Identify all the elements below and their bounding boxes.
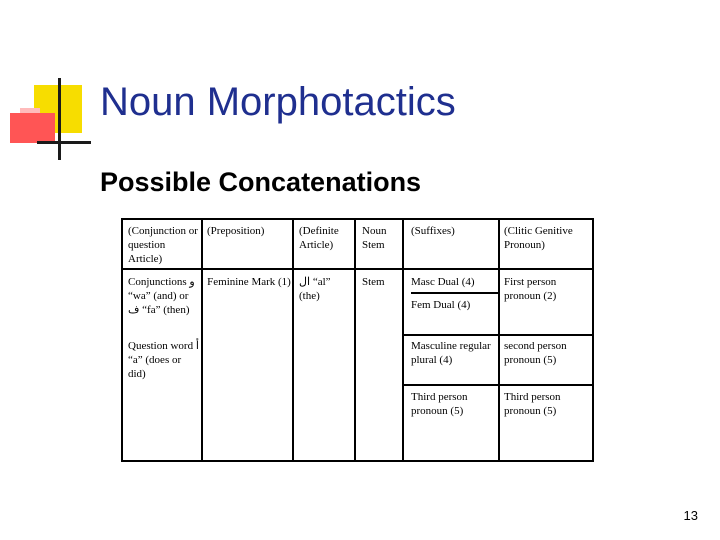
cell-definite-al: ال “al” (the) <box>299 276 331 302</box>
decorative-horizontal-line <box>37 141 91 144</box>
header-noun-stem: Noun Stem <box>362 225 387 251</box>
column-divider <box>292 220 294 460</box>
slide-title: Noun Morphotactics <box>100 80 456 124</box>
column-divider <box>498 220 500 460</box>
row-divider <box>411 292 498 294</box>
header-clitic-pronoun: (Clitic Genitive Pronoun) <box>504 225 573 251</box>
column-divider <box>201 220 203 460</box>
cell-question-word: Question word أ “a” (does or did) <box>128 340 199 380</box>
cell-feminine-mark: Feminine Mark (1) <box>207 276 291 288</box>
header-suffixes: (Suffixes) <box>411 225 455 237</box>
concatenation-table <box>121 218 594 462</box>
decorative-vertical-line <box>58 78 61 160</box>
cell-first-person: First person pronoun (2) <box>504 276 557 302</box>
slide-subtitle: Possible Concatenations <box>100 167 422 197</box>
row-divider <box>404 384 592 386</box>
cell-stem: Stem <box>362 276 385 288</box>
header-preposition: (Preposition) <box>207 225 265 237</box>
cell-fem-dual: Fem Dual (4) <box>411 299 471 311</box>
cell-conjunctions: Conjunctions و “wa” (and) or ف “fa” (then) <box>128 276 195 316</box>
slide-number: 13 <box>683 508 698 523</box>
cell-masc-dual: Masc Dual (4) <box>411 276 475 288</box>
header-definite-article: (Definite Article) <box>299 225 339 251</box>
column-divider <box>402 220 404 460</box>
header-divider <box>123 268 592 270</box>
cell-masculine-plural: Masculine regular plural (4) <box>411 340 491 366</box>
row-divider <box>404 334 592 336</box>
decorative-red-square <box>10 113 55 143</box>
cell-third-person-suffix: Third person pronoun (5) <box>411 391 468 417</box>
cell-third-person-clitic: Third person pronoun (5) <box>504 391 561 417</box>
header-conjunction: (Conjunction or question Article) <box>128 225 198 265</box>
column-divider <box>354 220 356 460</box>
cell-second-person: second person pronoun (5) <box>504 340 567 366</box>
